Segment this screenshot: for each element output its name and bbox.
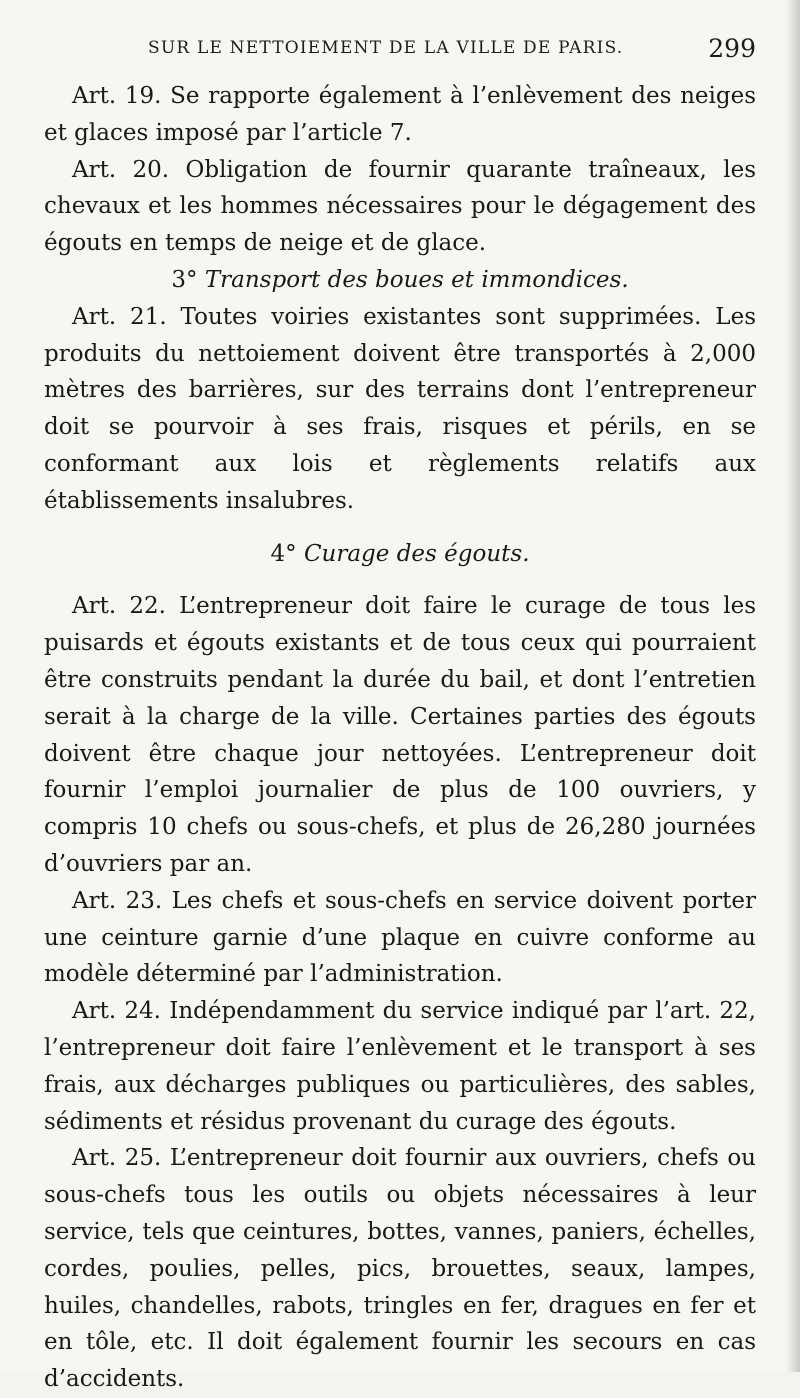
- section-title-4: Curage des égouts.: [303, 540, 530, 567]
- section-title-3: Transport des boues et immondices.: [204, 266, 629, 293]
- section-number-4: 4°: [270, 540, 297, 567]
- article-24: Art. 24. Indépendamment du service indiqué par l’art. 22, l’entrepreneur doit faire l’enlèvement et le transport à ses frais, aux décharges publiques ou particulières, des sables, sédiments et résidus provenant du curage des égouts.: [44, 998, 756, 1135]
- section-number-3: 3°: [171, 266, 198, 293]
- section-heading-3: [44, 262, 756, 299]
- running-head: SUR LE NETTOIEMENT DE LA VILLE DE PARIS.: [148, 38, 624, 58]
- article-20: Art. 20. Obligation de fournir quarante traîneaux, les chevaux et les hommes nécessaires pour le dégagement des égouts en temps de neige et de glace.: [44, 156, 756, 257]
- page-number: 299: [708, 34, 756, 63]
- article-25: Art. 25. L’entrepreneur doit fournir aux ouvriers, chefs ou sous-chefs tous les outils ou objets nécessaires à leur service, tels que ceintures, bottes, vannes, paniers, échelles, cordes, poulies, pelles, pics, brouettes, seaux, lampes, huiles, chandelles, rabots, tringles en fer, dragues en fer et en tôle, etc. Il doit également fournir les secours en cas d’accidents.: [44, 1145, 756, 1393]
- article-19: Art. 19. Se rapporte également à l’enlèvement des neiges et glaces imposé par l’article 7.: [44, 83, 756, 146]
- article-22: Art. 22. L’entrepreneur doit faire le curage de tous les puisards et égouts existants et de tous ceux qui pourraient être construits pendant la durée du bail, et dont l’entretien serait à la charge de la ville. Certaines parties des égouts doivent être chaque jour nettoyées. L’entrepreneur doit fournir l’emploi journalier de plus de 100 ouvriers, y compris 10 chefs ou sous-chefs, et plus de 26,280 journées d’ouvriers par an.: [44, 593, 756, 877]
- article-21: Art. 21. Toutes voiries existantes sont supprimées. Les produits du nettoiement doivent être transportés à 2,000 mètres des barrières, sur des terrains dont l’entrepreneur doit se pourvoir à ses frais, risques et périls, en se conformant aux lois et règlements relatifs aux établissements insalubres.: [44, 303, 756, 514]
- body-text: [44, 78, 756, 1398]
- page-header: [44, 36, 756, 70]
- section-heading-4: [44, 536, 756, 573]
- section-gap: [44, 572, 756, 588]
- section-gap: [44, 520, 756, 536]
- article-23: Art. 23. Les chefs et sous-chefs en service doivent porter une ceinture garnie d’une plaque en cuivre conforme au modèle déterminé par l’administration.: [44, 887, 756, 988]
- page-edge-shadow: [786, 0, 800, 1372]
